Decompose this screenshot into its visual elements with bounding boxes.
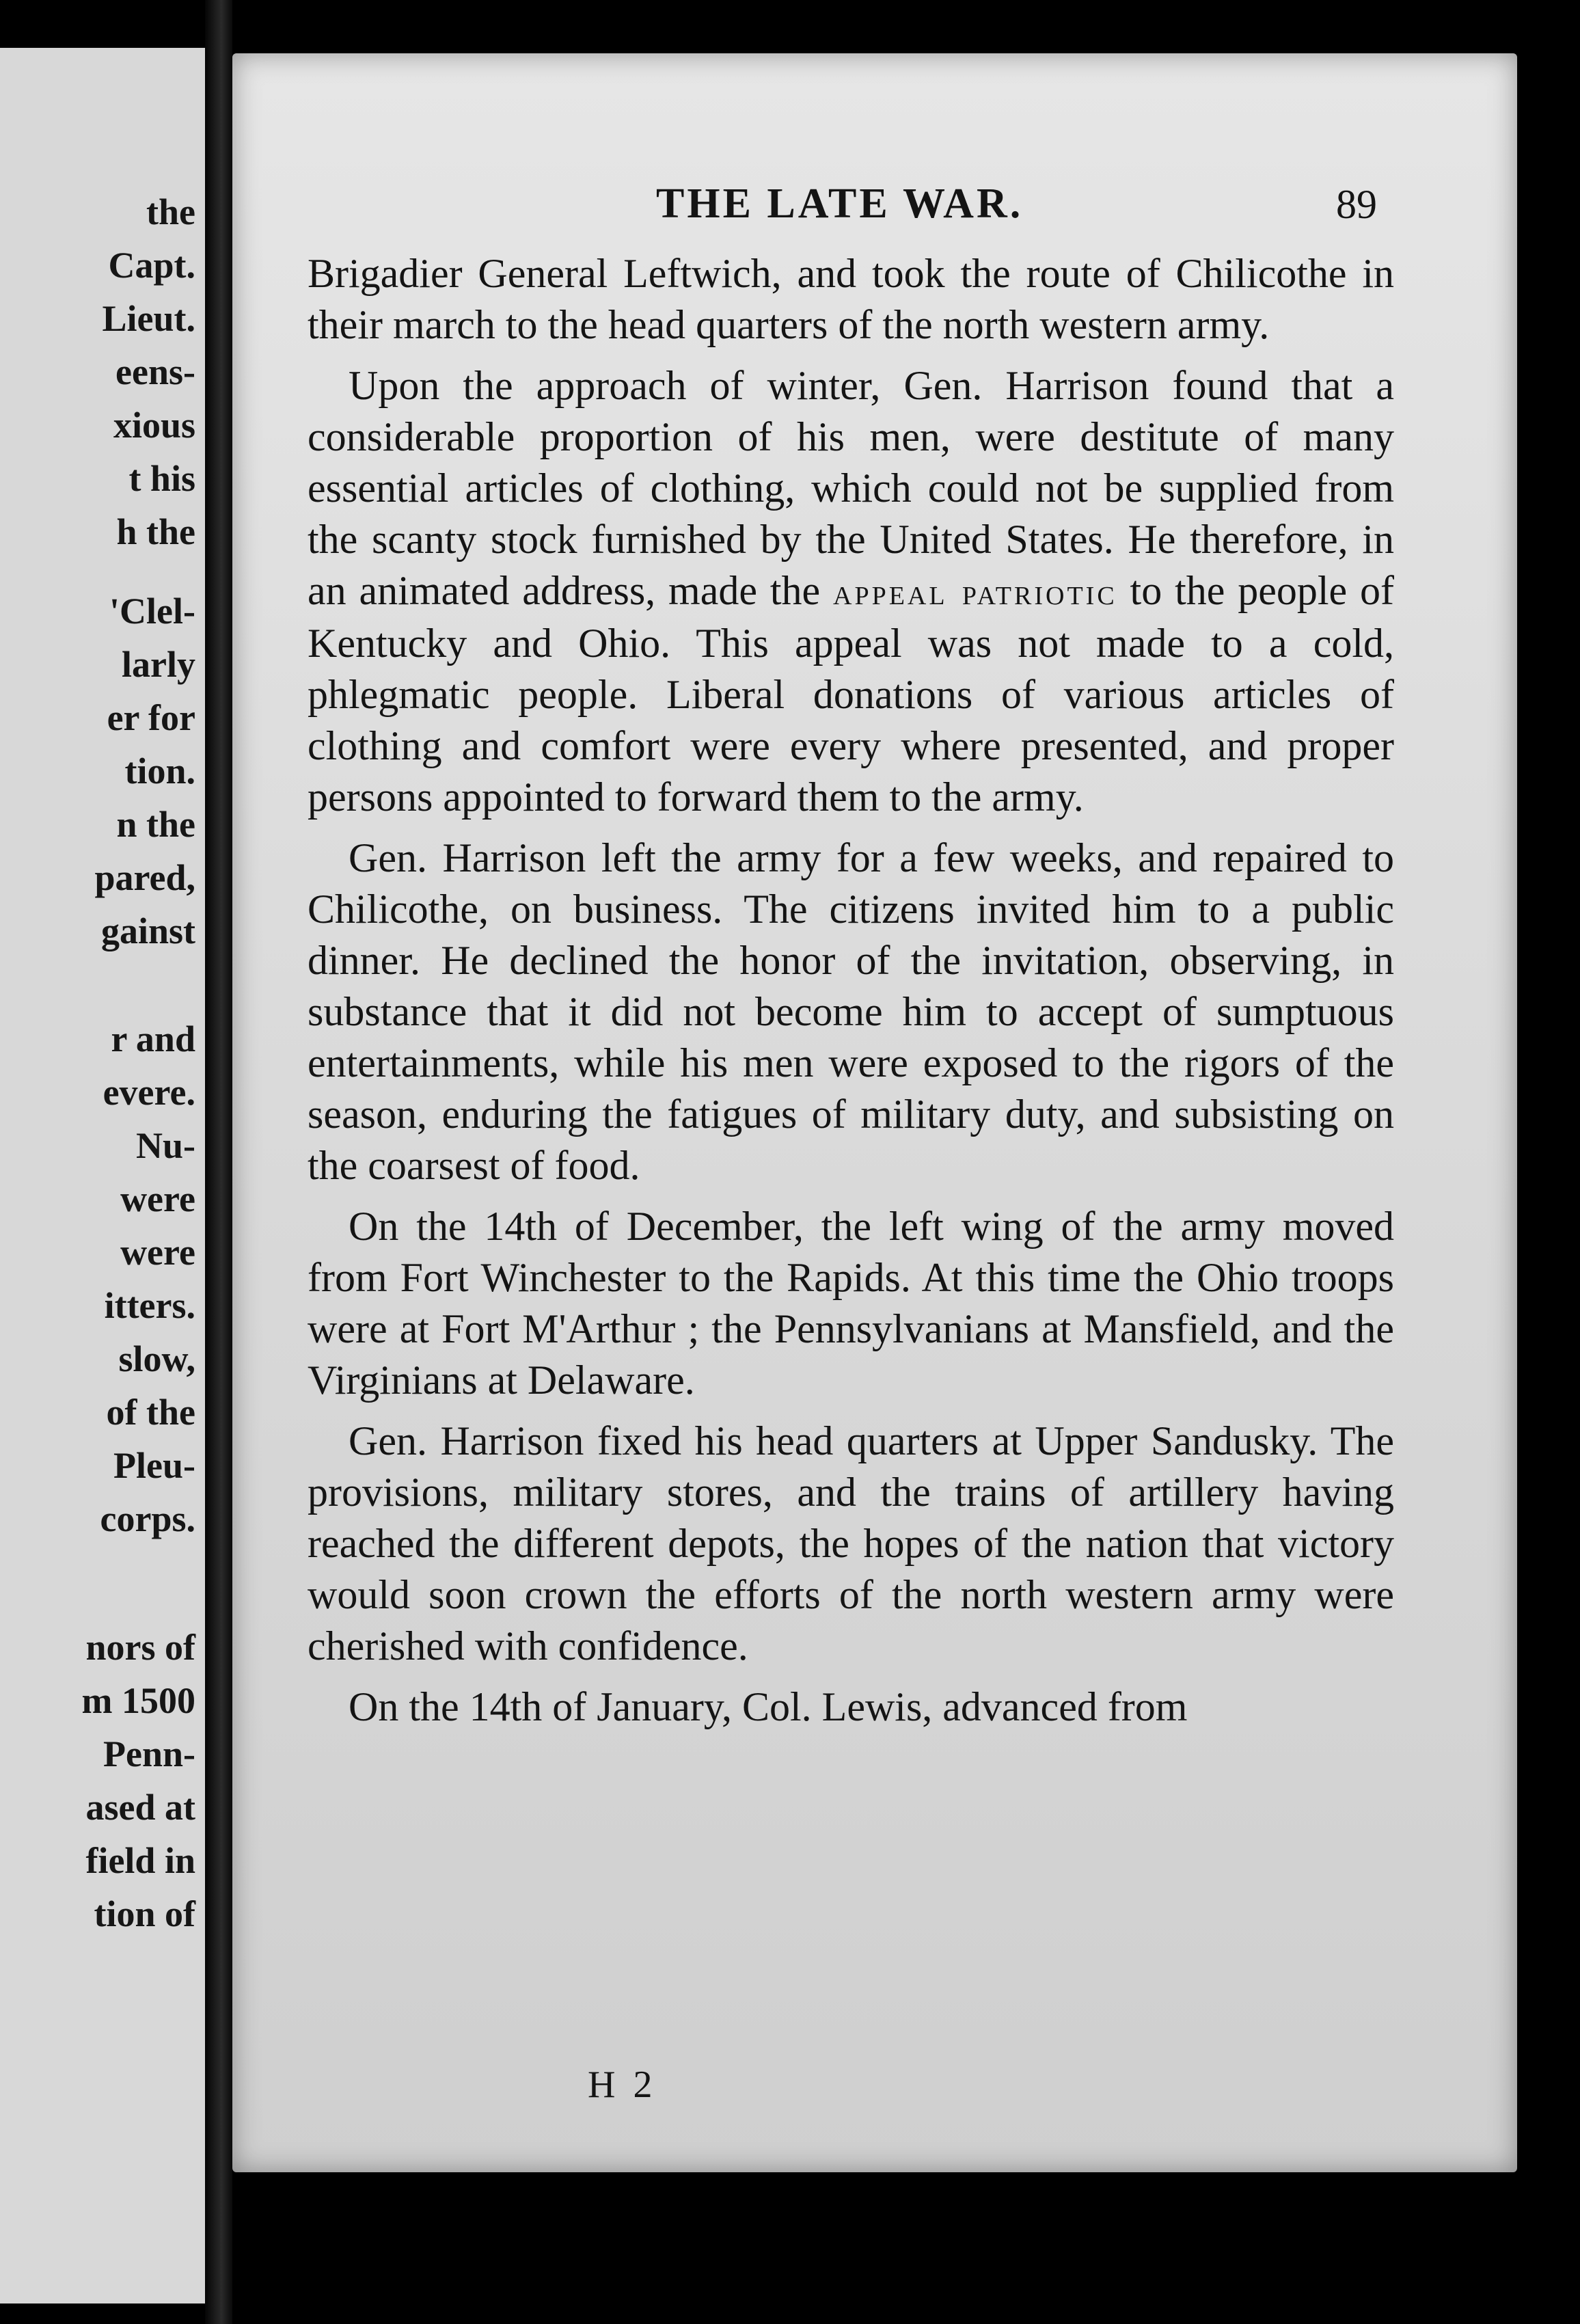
- paragraph-text: Brigadier General Leftwich, and took the route of Chilicothe in their march to the head quarters of the north western army.: [308, 251, 1394, 347]
- paragraph: [308, 1416, 1394, 1672]
- left-page-line-fragment: Penn-: [103, 1733, 195, 1774]
- running-title: THE LATE WAR.: [656, 180, 1024, 227]
- paragraph-text: Upon the approach of winter, Gen. Harrison found that a considerable proportion of his men, were destitute of many essential articles of clothing, which could not be supplied from the scanty stock furnished by the United States. He therefore, in an animated address, made the: [308, 363, 1394, 613]
- left-page-line-fragment: the: [146, 191, 195, 232]
- left-page-line-fragment: t his: [128, 458, 195, 499]
- page-header: [232, 180, 1517, 234]
- left-page-line-fragment: eens-: [115, 351, 195, 392]
- paragraph: [308, 1681, 1394, 1733]
- left-page-line-fragment: Lieut.: [102, 298, 195, 339]
- paragraph: [308, 1201, 1394, 1406]
- left-page-line-fragment: er for: [107, 697, 195, 738]
- paragraph-text: Gen. Harrison fixed his head quarters at Upper Sandusky. The provisions, military stores, and the trains of artillery having reached the different depots, the hopes of the nation that victory would soon crown the efforts of the north western army were cherished with confidence.: [308, 1418, 1394, 1668]
- left-page-line-fragment: 'Clel-: [109, 591, 195, 632]
- left-page-line-fragment: h the: [116, 511, 195, 552]
- paragraph-text: Gen. Harrison left the army for a few weeks, and repaired to Chilicothe, on business. The citizens invited him to a public dinner. He declined the honor of the invitation, observing, in substance that it did not become him to accept of sumptuous entertainments, while his men were exposed to the rigors of the season, enduring the fatigues of military duty, and subsisting on the coarsest of food.: [308, 835, 1394, 1188]
- left-page-line-fragment: pared,: [94, 857, 195, 898]
- left-page-line-fragment: Pleu-: [113, 1445, 195, 1486]
- left-page-line-fragment: ased at: [85, 1787, 195, 1828]
- paragraph: [308, 248, 1394, 351]
- left-page-line-fragment: r and: [111, 1018, 195, 1059]
- paragraph-text: to the people of Kentucky and Ohio. This appeal was not made to a cold, phlegmatic people. Liberal donations of various articles of clothing and comfort were every where presented, and proper persons appointed to forward them to the army.: [308, 568, 1394, 820]
- left-page-line-fragment: tion of: [94, 1893, 195, 1934]
- left-page-line-fragment: nors of: [85, 1627, 195, 1668]
- left-page-line-fragment: of the: [106, 1392, 195, 1433]
- small-caps-phrase: appeal patriotic: [833, 571, 1117, 612]
- left-page-line-fragment: were: [120, 1178, 195, 1219]
- left-page-line-fragment: gainst: [100, 910, 195, 951]
- left-page-line-fragment: n the: [116, 804, 195, 845]
- left-page-line-fragment: were: [120, 1232, 195, 1273]
- page-number: 89: [1336, 182, 1377, 227]
- paragraph: [308, 360, 1394, 823]
- paragraph-text: On the 14th of December, the left wing of the army moved from Fort Winchester to the Rapids. At this time the Ohio troops were at Fort M'Arthur ; the Pennsylvanians at Mansfield, and the Virginians at Delaware.: [308, 1204, 1394, 1403]
- right-page: [232, 53, 1517, 2172]
- book-gutter: [205, 0, 232, 2324]
- signature-mark: H 2: [588, 2064, 657, 2106]
- left-page-line-fragment: larly: [122, 644, 195, 685]
- body-text: [308, 248, 1394, 1742]
- left-page-line-fragment: field in: [85, 1840, 195, 1881]
- left-page-line-fragment: tion.: [124, 751, 195, 792]
- left-page-line-fragment: corps.: [100, 1498, 195, 1539]
- left-page-line-fragment: itters.: [104, 1285, 195, 1326]
- paragraph: [308, 833, 1394, 1191]
- left-page-line-fragment: Nu-: [135, 1125, 195, 1166]
- left-page-line-fragment: slow,: [118, 1338, 195, 1379]
- left-page-line-fragment: m 1500: [81, 1680, 195, 1721]
- left-page-fragment: [0, 48, 210, 2303]
- paragraph-text: On the 14th of January, Col. Lewis, advanced from: [349, 1684, 1188, 1729]
- left-page-line-fragment: evere.: [103, 1072, 195, 1113]
- left-page-line-fragment: Capt.: [108, 245, 195, 286]
- left-page-line-fragment: xious: [113, 405, 195, 446]
